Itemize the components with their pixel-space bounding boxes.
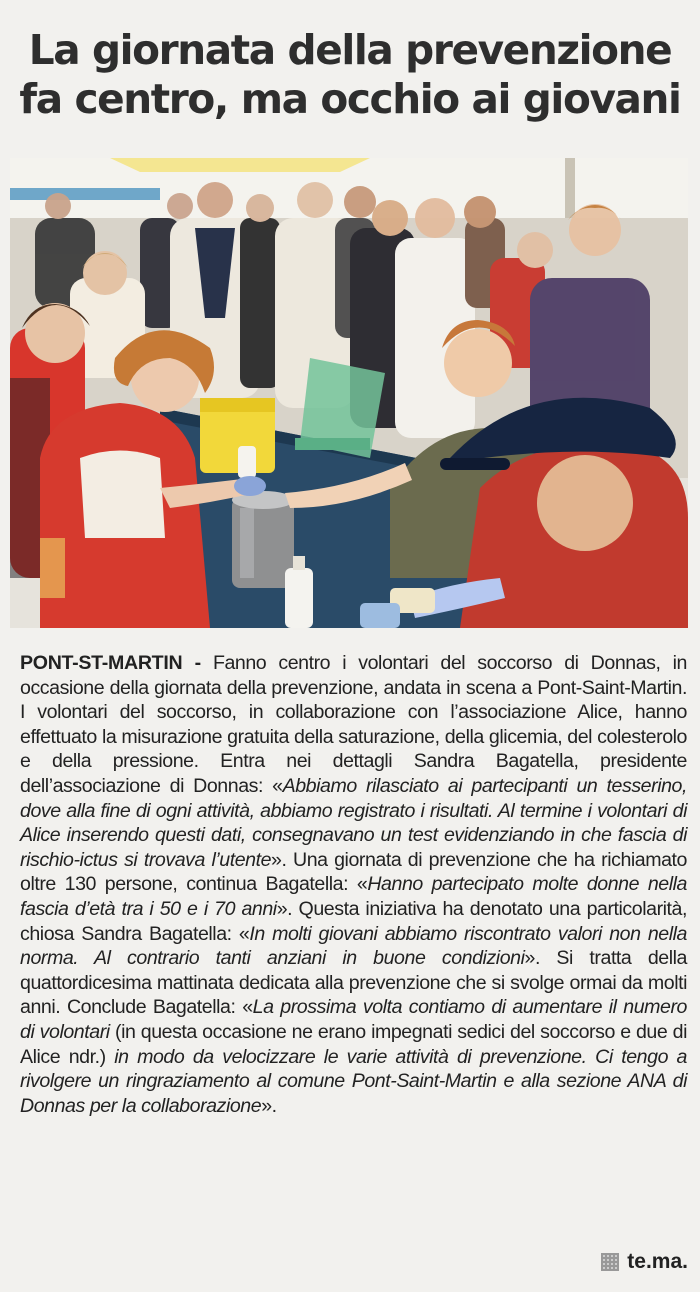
article-quote-5: in modo da velocizzare le varie attività di prevenzione. Ci tengo a rivolgere un ringraziamento al comune Pont-Saint-Martin e alla sezione ANA di Donnas per la collaborazione [20,1045,687,1117]
article-text-6: ». [261,1094,277,1117]
article-text-2: ». Una giornata di prevenzione che ha richiamato oltre 130 persone, continua Bagatella: « [20,848,688,896]
dateline: PONT-ST-MARTIN - [20,652,201,674]
article-quote-1: Abbiamo rilasciato ai partecipanti un tesserino, dove alla fine di ogni attività, abbiamo registrato i risultati. Al termine i volontari di Alice inserendo questi dati, consegnavano un test evidenziando in che fascia di rischio-ictus si trovava l’utente [20,774,687,871]
article-text-1: Fanno centro i volontari del soccorso di Donnas, in occasione della giornata della prevenzione, andata in scena a Pont-Saint-Martin. I volontari del soccorso, in collaborazione con l’associazione Alice, hanno effettuato la misurazione gratuita della saturazione, della glicemia, del colesterolo e della pressione. Entra nei dettagli Sandra Bagatella, presidente dell’associazione di Donnas: « [20,652,687,797]
photo-illustration [10,158,688,628]
article-text-4: ». Si tratta della quattordicesima mattinata dedicata alla prevenzione che si svolge ormai da molti anni. Conclude Bagatella: « [20,947,687,1019]
headline-line-2: fa centro, ma occhio ai giovani [19,75,681,123]
headline-line-1: La giornata della prevenzione [28,26,672,74]
signature-text: te.ma. [627,1250,688,1273]
article-text-5: (in questa occasione ne erano impegnati sedici del soccorso e due di Alice ndr.) [20,1020,687,1068]
article-body [20,651,687,1118]
article-quote-4: La prossima volta contiamo di aumentare il numero di volontari [20,996,687,1043]
headline [13,26,686,124]
article-quote-2: Hanno partecipato molte donne nella fascia d’età tra i 50 e i 70 anni [20,873,687,920]
article-text-3: ». Questa iniziativa ha denotato una particolarità, chiosa Sandra Bagatella: « [20,897,687,945]
article-quote-3: In molti giovani abbiamo riscontrato valori non nella norma. Al contrario tanti anziani in buone condizioni [20,922,688,970]
article-photo [10,158,688,628]
author-signature [601,1250,688,1274]
signature-mark-icon [601,1253,619,1271]
